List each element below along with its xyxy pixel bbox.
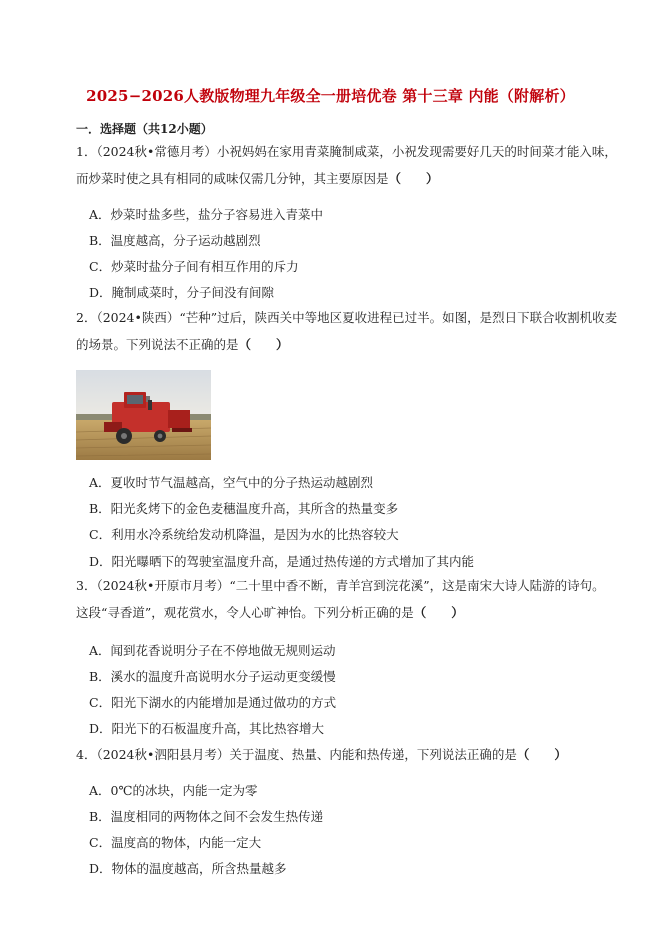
question-3-line-2 — [76, 599, 596, 626]
question-1-line-2 — [76, 165, 596, 192]
question-1-option-d: D．腌制咸菜时，分子间没有间隙 — [89, 285, 275, 300]
question-4-option-a: A．0℃的冰块，内能一定为零 — [89, 783, 258, 798]
question-1-option-b: B．温度越高，分子运动越剧烈 — [89, 233, 261, 248]
answer-paren: （ ） — [388, 171, 439, 186]
question-2-line-1: 2．（2024•陕西）“芒种”过后，陕西关中等地区夏收进程已过半。如图，是烈日下联合收割机收麦 — [76, 310, 618, 325]
question-4-text: 4．（2024秋•泗阳县月考）关于温度、热量、内能和热传递，下列说法正确的是 — [76, 747, 517, 762]
answer-paren: （ ） — [516, 747, 567, 762]
question-4-option-b: B．温度相同的两物体之间不会发生热传递 — [89, 809, 324, 824]
question-3-option-a: A．闻到花香说明分子在不停地做无规则运动 — [89, 643, 336, 658]
question-4-line-1 — [76, 741, 596, 768]
question-3-option-d: D．阳光下的石板温度升高，其比热容增大 — [89, 721, 325, 736]
page-title: 2025−2026人教版物理九年级全一册培优卷 第十三章 内能（附解析） — [86, 87, 575, 105]
question-2-line-2 — [76, 331, 596, 358]
question-1-option-a: A．炒菜时盐多些，盐分子容易进入青菜中 — [89, 207, 324, 222]
answer-paren: （ ） — [413, 605, 464, 620]
combine-harvester-image — [76, 370, 211, 460]
question-2-option-c: C．利用水冷系统给发动机降温，是因为水的比热容较大 — [89, 527, 399, 542]
question-1-line-1: 1．（2024秋•常德月考）小祝妈妈在家用青菜腌制咸菜，小祝发现需要好几天的时间菜才能入味， — [76, 144, 617, 159]
question-3-line-1: 3．（2024秋•开原市月考）“二十里中香不断，青羊宫到浣花溪”，这是南宋大诗人陆游的诗句。 — [76, 578, 605, 593]
question-1-text: 而炒菜时使之具有相同的咸味仅需几分钟，其主要原因是 — [76, 171, 389, 186]
answer-paren: （ ） — [238, 337, 289, 352]
section-heading: 一．选择题（共12小题） — [76, 122, 213, 136]
question-2-option-d: D．阳光曝晒下的驾驶室温度升高，是通过热传递的方式增加了其内能 — [89, 554, 475, 569]
question-3-option-b: B．溪水的温度升高说明水分子运动更变缓慢 — [89, 669, 336, 684]
question-2 — [76, 304, 618, 358]
question-2-text: 的场景。下列说法不正确的是 — [76, 337, 239, 352]
question-3 — [76, 572, 605, 626]
question-4-option-c: C．温度高的物体，内能一定大 — [89, 835, 262, 850]
question-2-option-a: A．夏收时节气温越高，空气中的分子热运动越剧烈 — [89, 475, 374, 490]
question-1 — [76, 138, 617, 192]
question-3-option-c: C．阳光下湖水的内能增加是通过做功的方式 — [89, 695, 337, 710]
question-3-text: 这段“寻香道”，观花赏水，令人心旷神怡。下列分析正确的是 — [76, 605, 414, 620]
question-1-option-c: C．炒菜时盐分子间有相互作用的斥力 — [89, 259, 299, 274]
question-2-option-b: B．阳光炙烤下的金色麦穗温度升高，其所含的热量变多 — [89, 501, 399, 516]
question-4-option-d: D．物体的温度越高，所含热量越多 — [89, 861, 287, 876]
question-4 — [76, 741, 596, 768]
harvester-photo — [76, 370, 211, 460]
